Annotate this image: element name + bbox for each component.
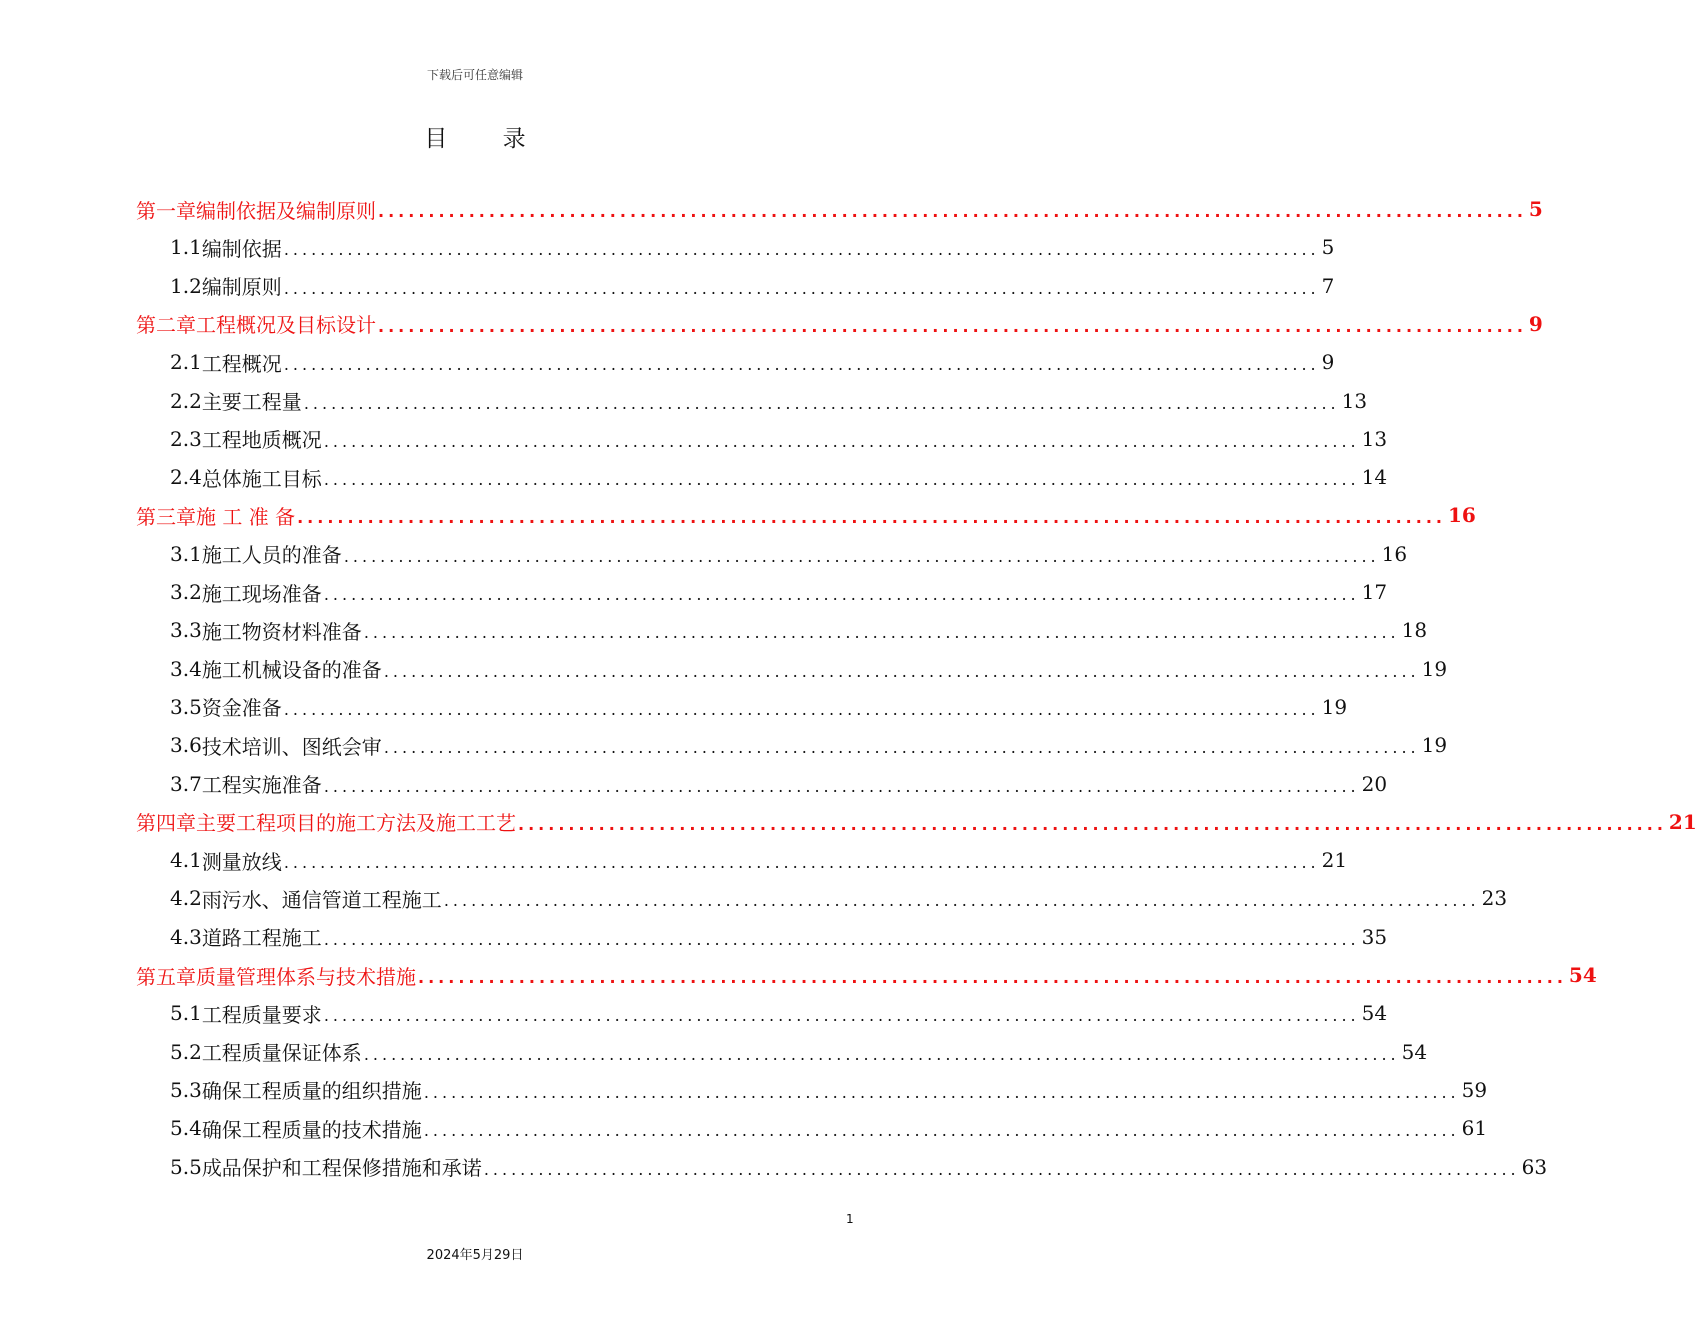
toc-leader-dots: .................................................................................................................. xyxy=(323,470,1360,490)
toc-entry-number: 2.1 xyxy=(170,350,202,375)
toc-entry-number: 第三章 xyxy=(136,504,196,529)
toc-entry-label: 施工人员的准备 xyxy=(201,543,342,568)
footer-date: 2024年5月29日 xyxy=(426,1248,524,1263)
toc-entry-label: 编制依据及编制原则 xyxy=(196,198,376,223)
toc-entry-page: 19 xyxy=(1421,733,1448,758)
toc-section-entry[interactable] xyxy=(170,879,1508,917)
toc-leader-dots: .................................................................................................................. xyxy=(323,431,1360,451)
toc-entry-label: 测量放线 xyxy=(201,849,282,874)
toc-entry-page: 54 xyxy=(1361,1001,1388,1026)
toc-entry-page: 20 xyxy=(1361,771,1388,796)
toc-entry-number: 3.6 xyxy=(170,733,202,758)
toc-entry-page: 21 xyxy=(1668,809,1697,834)
toc-chapter-entry[interactable] xyxy=(136,305,1543,343)
toc-entry-label: 技术培训、图纸会审 xyxy=(201,734,382,759)
toc-entry-page: 54 xyxy=(1568,963,1597,987)
toc-section-entry[interactable] xyxy=(170,343,1335,381)
toc-leader-dots: .................................................................................................................. xyxy=(378,202,1527,221)
toc-entry-label: 资金准备 xyxy=(201,696,282,721)
toc-entry-number: 3.4 xyxy=(170,656,202,681)
toc-section-entry[interactable] xyxy=(170,994,1388,1032)
toc-leader-dots: .................................................................................................................. xyxy=(283,699,1320,719)
toc-leader-dots: .................................................................................................................. xyxy=(383,661,1420,681)
toc-entry-number: 2.2 xyxy=(170,388,202,413)
toc-entry-number: 4.2 xyxy=(170,886,202,911)
toc-entry-label: 施工物资材料准备 xyxy=(201,619,362,644)
toc-entry-page: 21 xyxy=(1321,848,1348,873)
toc-entry-page: 13 xyxy=(1361,426,1388,451)
toc-entry-page: 14 xyxy=(1361,465,1388,490)
toc-entry-label: 工程地质概况 xyxy=(201,428,322,453)
toc-chapter-entry[interactable] xyxy=(136,496,1476,534)
toc-entry-label: 道路工程施工 xyxy=(201,926,322,951)
toc-chapter-entry[interactable] xyxy=(136,190,1543,228)
toc-entry-number: 2.4 xyxy=(170,465,202,490)
toc-section-entry[interactable] xyxy=(170,918,1388,956)
toc-leader-dots: .................................................................................................................. xyxy=(423,1121,1460,1141)
toc-entry-page: 54 xyxy=(1401,1039,1428,1064)
toc-entry-label: 工程概况及目标设计 xyxy=(196,313,376,338)
toc-entry-number: 第一章 xyxy=(136,198,196,223)
toc-entry-label: 确保工程质量的组织措施 xyxy=(201,1079,422,1104)
toc-leader-dots: .................................................................................................................. xyxy=(323,929,1360,949)
toc-entry-number: 1.1 xyxy=(170,235,202,260)
toc-entry-page: 19 xyxy=(1321,694,1348,719)
toc-entry-number: 5.2 xyxy=(170,1039,202,1064)
toc-leader-dots: .................................................................................................................. xyxy=(303,393,1340,413)
toc-entry-label: 主要工程项目的施工方法及施工工艺 xyxy=(196,811,516,836)
toc-entry-page: 16 xyxy=(1381,541,1408,566)
toc-entry-page: 61 xyxy=(1461,1116,1488,1141)
toc-entry-label: 工程实施准备 xyxy=(201,773,322,797)
header-note: 下载后可任意编辑 xyxy=(426,68,523,82)
toc-entry-page: 9 xyxy=(1321,350,1335,375)
toc-entry-label: 工程质量保证体系 xyxy=(201,1041,362,1066)
toc-title: 目 录 xyxy=(424,126,550,152)
toc-leader-dots: .................................................................................................................. xyxy=(423,1082,1460,1102)
toc-entry-number: 3.5 xyxy=(170,694,202,719)
toc-section-entry[interactable] xyxy=(170,382,1368,420)
toc-section-entry[interactable] xyxy=(170,1148,1548,1186)
toc-entry-number: 2.3 xyxy=(170,426,202,451)
toc-entry-label: 编制原则 xyxy=(201,275,282,300)
toc-entry-page: 17 xyxy=(1361,580,1388,604)
toc-entry-label: 工程质量要求 xyxy=(201,1002,322,1027)
toc-section-entry[interactable] xyxy=(170,458,1388,496)
toc-entry-label: 主要工程量 xyxy=(201,390,302,414)
toc-section-entry[interactable] xyxy=(170,535,1408,573)
toc-entry-label: 编制依据 xyxy=(201,236,282,261)
toc-leader-dots: .................................................................................................................. xyxy=(383,738,1420,758)
toc-section-entry[interactable] xyxy=(170,726,1448,764)
toc-leader-dots: .................................................................................................................. xyxy=(323,776,1360,796)
toc-entry-page: 63 xyxy=(1521,1154,1548,1179)
toc-entry-label: 确保工程质量的技术措施 xyxy=(201,1117,422,1142)
toc-entry-page: 19 xyxy=(1421,656,1448,681)
toc-section-entry[interactable] xyxy=(170,611,1428,649)
toc-leader-dots: .................................................................................................................. xyxy=(443,891,1480,911)
toc-leader-dots: .................................................................................................................. xyxy=(363,623,1400,643)
toc-entry-number: 1.2 xyxy=(170,273,202,298)
toc-entry-page: 16 xyxy=(1447,503,1476,528)
toc-leader-dots: .................................................................................................................. xyxy=(363,1044,1400,1064)
toc-chapter-entry[interactable] xyxy=(136,803,1697,841)
toc-section-entry[interactable] xyxy=(170,228,1335,266)
toc-entry-page: 13 xyxy=(1341,388,1368,413)
toc-entry-page: 23 xyxy=(1481,886,1508,911)
toc-entry-label: 雨污水、通信管道工程施工 xyxy=(201,887,442,912)
toc-entry-label: 质量管理体系与技术措施 xyxy=(196,964,416,989)
toc-entry-number: 3.1 xyxy=(170,541,202,566)
toc-leader-dots: .................................................................................................................. xyxy=(283,355,1320,375)
toc-section-entry[interactable] xyxy=(170,573,1388,611)
toc-leader-dots: .................................................................................................................. xyxy=(418,968,1567,987)
toc-section-entry[interactable] xyxy=(170,267,1335,305)
toc-section-entry[interactable] xyxy=(170,1109,1488,1147)
page-number: 1 xyxy=(846,1212,854,1226)
toc-leader-dots: .................................................................................................................. xyxy=(297,508,1446,528)
toc-leader-dots: .................................................................................................................. xyxy=(518,814,1667,834)
toc-entry-number: 5.3 xyxy=(170,1077,202,1102)
toc-chapter-entry[interactable] xyxy=(136,956,1597,994)
toc-entry-number: 5.1 xyxy=(170,1001,202,1026)
toc-entry-label: 总体施工目标 xyxy=(201,466,322,491)
toc-leader-dots: .................................................................................................................. xyxy=(483,1159,1520,1179)
toc-section-entry[interactable] xyxy=(170,650,1448,688)
toc-entry-number: 4.1 xyxy=(170,848,202,873)
toc-leader-dots: .................................................................................................................. xyxy=(283,240,1320,260)
toc-entry-number: 3.7 xyxy=(170,771,202,796)
toc-section-entry[interactable] xyxy=(170,841,1348,879)
toc-section-entry[interactable] xyxy=(170,1071,1488,1109)
toc-leader-dots: .................................................................................................................. xyxy=(283,278,1320,298)
toc-leader-dots: .................................................................................................................. xyxy=(323,1006,1360,1026)
toc-entry-page: 9 xyxy=(1528,311,1543,336)
toc-entry-label: 施 工 准 备 xyxy=(196,504,296,529)
toc-entry-page: 59 xyxy=(1461,1077,1488,1102)
toc-entry-label: 成品保护和工程保修措施和承诺 xyxy=(201,1156,482,1180)
toc-entry-number: 5.5 xyxy=(170,1154,202,1179)
toc-entry-label: 工程概况 xyxy=(201,351,282,376)
toc-entry-number: 3.2 xyxy=(170,580,202,604)
toc-leader-dots: .................................................................................................................. xyxy=(378,316,1527,336)
toc-entry-page: 18 xyxy=(1401,618,1428,643)
toc-entry-page: 7 xyxy=(1321,273,1335,298)
toc-entry-number: 4.3 xyxy=(170,924,202,949)
toc-section-entry[interactable] xyxy=(170,688,1348,726)
toc-entry-label: 施工现场准备 xyxy=(201,581,322,606)
toc-section-entry[interactable] xyxy=(170,765,1388,803)
toc-section-entry[interactable] xyxy=(170,1033,1428,1071)
toc-leader-dots: .................................................................................................................. xyxy=(283,853,1320,873)
toc-entry-number: 第五章 xyxy=(136,964,196,989)
toc-entry-number: 3.3 xyxy=(170,618,202,643)
toc-entry-label: 施工机械设备的准备 xyxy=(201,658,382,683)
toc-entry-number: 5.4 xyxy=(170,1116,202,1141)
toc-section-entry[interactable] xyxy=(170,420,1388,458)
toc-entry-number: 第二章 xyxy=(136,313,196,338)
toc-entry-page: 35 xyxy=(1361,924,1388,949)
toc-leader-dots: .................................................................................................................. xyxy=(323,585,1360,604)
toc-entry-number: 第四章 xyxy=(136,811,196,836)
toc-leader-dots: .................................................................................................................. xyxy=(343,546,1380,566)
toc-entry-page: 5 xyxy=(1321,235,1335,260)
toc-entry-page: 5 xyxy=(1528,197,1543,221)
